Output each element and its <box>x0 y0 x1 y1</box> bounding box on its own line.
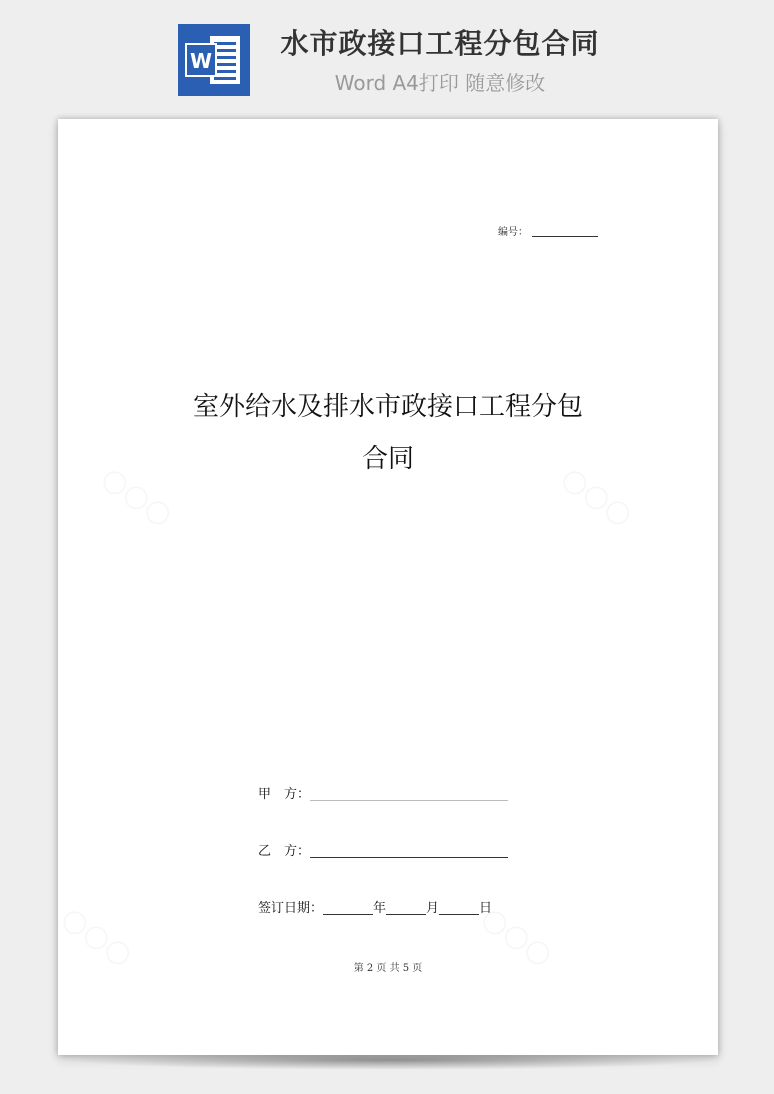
header-banner <box>0 0 774 110</box>
party-a-label: 甲 方： <box>258 787 311 802</box>
serial-number-field <box>498 223 598 238</box>
party-a-field <box>258 783 508 802</box>
year-label: 年 <box>373 901 387 916</box>
serial-number-blank[interactable] <box>532 236 598 237</box>
page-number: 第 2 页 共 5 页 <box>353 963 423 974</box>
day-blank[interactable] <box>439 914 479 915</box>
day-label: 日 <box>479 901 493 916</box>
party-a-blank[interactable] <box>310 800 508 801</box>
word-document-icon <box>178 24 250 96</box>
document-title <box>58 381 718 485</box>
page-title: 水市政接口工程分包合同 <box>280 27 600 60</box>
party-b-field <box>258 840 508 859</box>
year-blank[interactable] <box>323 914 373 915</box>
month-blank[interactable] <box>386 914 426 915</box>
document-title-line: 室外给水及排水市政接口工程分包 <box>192 392 583 422</box>
sign-date-field <box>258 897 492 916</box>
sign-date-label: 签订日期： <box>258 901 324 916</box>
party-b-label: 乙 方： <box>258 844 311 859</box>
serial-number-label: 编号： <box>498 227 528 238</box>
page-subtitle: Word A4打印 随意修改 <box>334 71 546 95</box>
document-title-line: 合同 <box>361 444 414 474</box>
word-icon-letter: W <box>189 49 213 73</box>
document-page <box>58 119 718 1055</box>
party-b-blank[interactable] <box>310 857 508 858</box>
month-label: 月 <box>426 901 440 916</box>
